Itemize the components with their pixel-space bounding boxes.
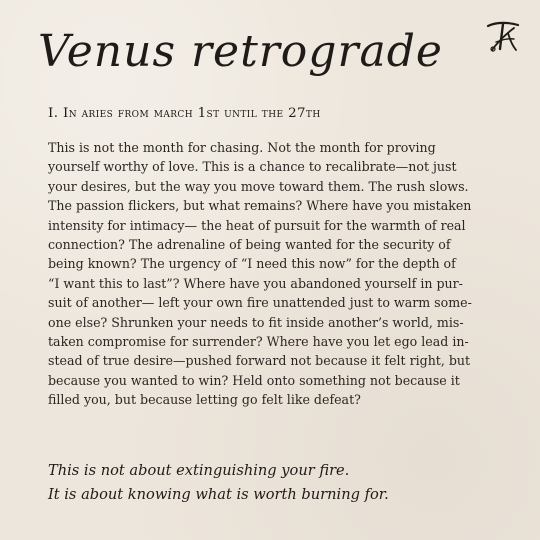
body-line: because you wanted to win? Held onto something not because it xyxy=(48,372,460,388)
body-line: one else? Shrunken your needs to fit inside another’s world, mis- xyxy=(48,314,464,330)
body-line: taken compromise for surrender? Where have you let ego lead in- xyxy=(48,334,469,350)
body-line: “I want this to last”? Where have you abandoned yourself in pur- xyxy=(48,275,463,291)
monogram-logo xyxy=(482,16,522,56)
body-line: stead of true desire—pushed forward not because it felt right, but xyxy=(48,353,471,369)
closing-line: This is not about extinguishing your fire. xyxy=(48,462,350,479)
body-line: This is not the month for chasing. Not the month for proving xyxy=(48,140,436,155)
body-line: filled you, but because letting go felt like defeat? xyxy=(48,392,361,408)
page-title: Venus retrograde xyxy=(38,26,443,77)
body-line: intensity for intimacy— the heat of pursuit for the warmth of real xyxy=(48,217,466,233)
closing-line: It is about knowing what is worth burning for. xyxy=(48,486,389,503)
body-line: connection? The adrenaline of being wanted for the security of xyxy=(48,237,451,253)
section-subtitle: I. In aries from march 1st until the 27th xyxy=(48,106,321,121)
body-paragraph xyxy=(48,138,510,410)
body-line: The passion flickers, but what remains? Where have you mistaken xyxy=(48,198,472,214)
body-line: suit of another— left your own fire unattended just to warm some- xyxy=(48,295,472,311)
body-line: your desires, but the way you move toward them. The rush slows. xyxy=(48,178,469,194)
closing-quote xyxy=(48,459,389,507)
body-line: being known? The urgency of “I need this now” for the depth of xyxy=(48,256,456,272)
body-line: yourself worthy of love. This is a chance to recalibrate—not just xyxy=(48,159,457,175)
